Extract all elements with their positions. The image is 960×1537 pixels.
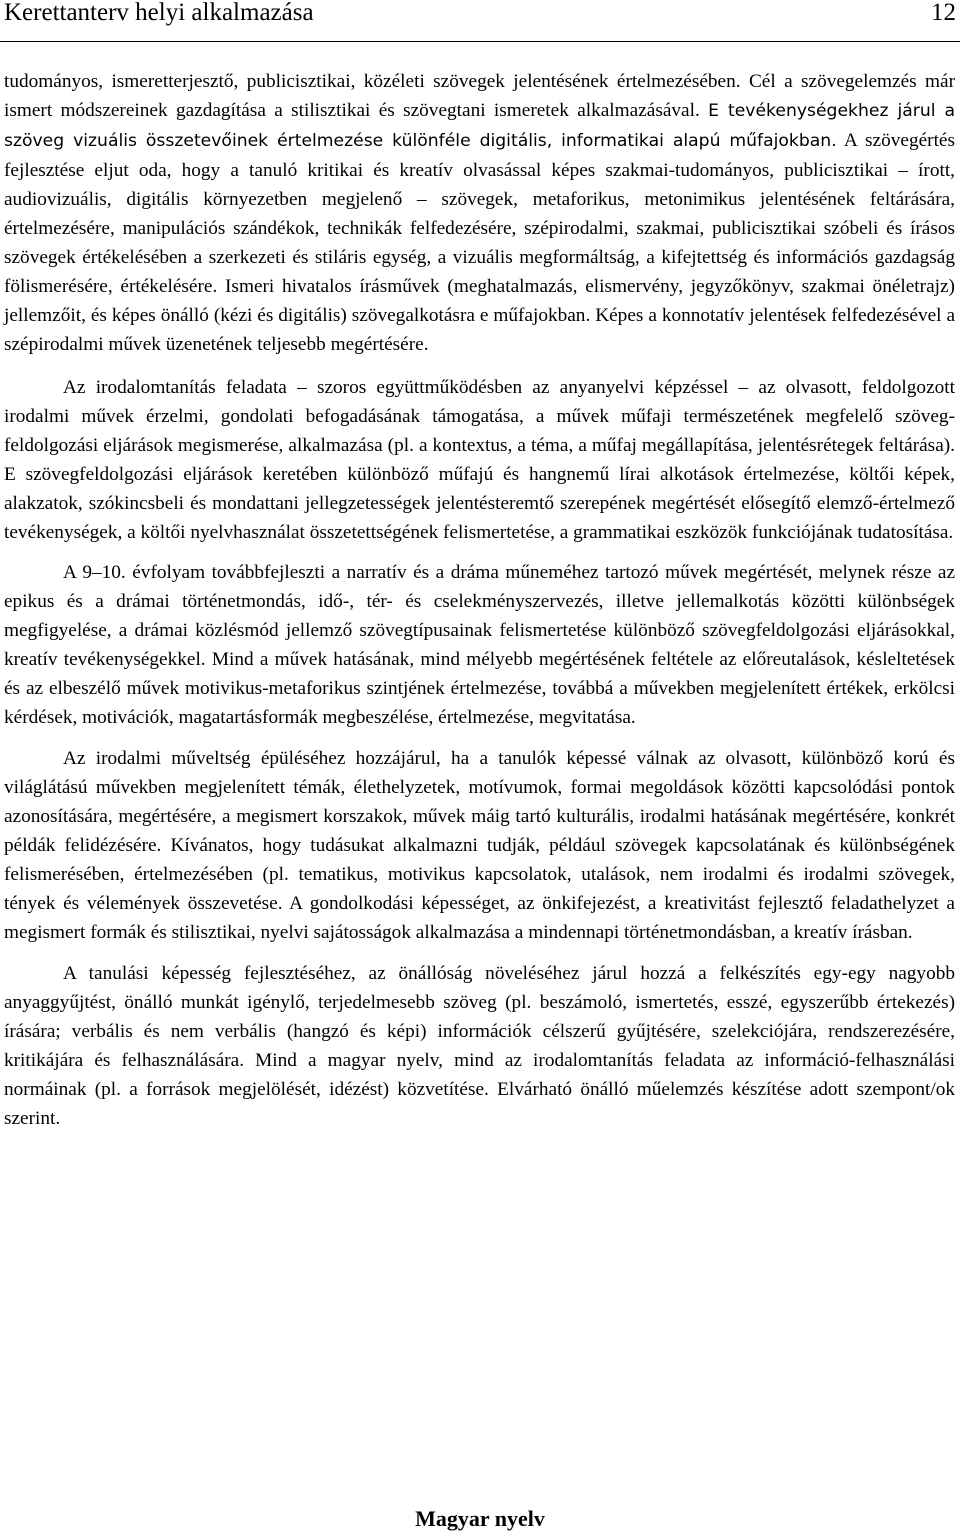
paragraph-1-part-3: A szövegértés fejlesztése eljut oda, hogy a tanuló kritikai és kreatív olvasással képes szakmai-tudományos, publicisztikai – írott, audiovizuális, digitális környezetben megjelenő – szövegek, metaforikus, metonimikus jelentésének feltárására, értelmezésére, manipulációs szándékok, technikák felfedezésére, szépirodalmi, szakmai, publicisztikai szóbeli és írásos szövegek értékelésében a szerkezeti és stiláris egység, a vizuális megformáltság, a kifejtettség és információs gazdagság fölismerésére, értékelésére. — [4, 130, 955, 297]
document-body — [4, 67, 955, 1133]
paragraph-2: Az irodalomtanítás feladata – szoros együttműködésben az anyanyelvi képzéssel – az olvasott, feldolgozott irodalmi művek érzelmi, gondolati befogadásának támogatása, a művek műfaji természetének megfelelő szöveg-feldolgozási eljárások megismerése, alkalmazása (pl. a kontextus, a téma, a műfaj megállapítása, jelentésrétegek feltárása). E szövegfeldolgozási eljárások keretében különböző műfajú és hangnemű lírai alkotások értelmezése, költői képek, alakzatok, szókincsbeli és mondattani jellegzetességek jelentésteremtő szerepének megértését elősegítő elemző-értelmező tevékenységek, a költői nyelvhasználat összetettségének felismertetése, a grammatikai eszközök funkciójának tudatosítása. — [4, 377, 955, 543]
page-footer: Magyar nyelv — [415, 1506, 545, 1531]
paragraph-1-part-1: tudományos, ismeretterjesztő, publicisztikai, közéleti szövegek jelentésének értelmezésében. Cél a szövegelemzés már ismert módszereinek gazdagítása a stilisztikai és szövegtani ismeretek alkalmazásával. — [4, 71, 955, 121]
paragraph-3: A 9–10. évfolyam továbbfejleszti a narratív és a dráma műneméhez tartozó művek megértését, melynek része az epikus és a drámai történetmondás, idő-, tér- és cselekményszervezés, illetve jellemalkotás közötti különbségek megfigyelése, a drámai közlésmód jellemző szövegtípusainak felismertetése különböző szövegfeldolgozási eljárásokkal, kreatív tevékenységekkel. Mind a művek hatásának, mind mélyebb megértésének feltétele az előreutalások, késleltetések és az elbeszélő művek motivikus-metaforikus szintjének értelmezése, továbbá a művekben megjelenített értékek, erkölcsi kérdések, motivációk, magatartásformák megbeszélése, értelmezése, megvitatása. — [4, 562, 955, 728]
document-title: Kerettanterv helyi alkalmazása — [4, 0, 314, 26]
paragraph-5: A tanulási képesség fejlesztéséhez, az önállóság növeléséhez járul hozzá a felkészítés egy-egy nagyobb anyaggyűjtést, önálló munkát igénylő, terjedelmesebb szöveg (pl. beszámoló, ismertetés, esszé, egyszerűbb értekezés) írására; verbális és nem verbális (hangzó és képi) információk célszerű gyűjtésére, szelekciójára, rendszerezésére, kritikájára és felhasználására. Mind a magyar nyelv, mind az irodalomtanítás feladata az információ-felhasználási normáinak (pl. a források megjelölését, idézést) közvetítése. Elvárható önálló műelemzés készítése adott szempont/ok szerint. — [4, 963, 955, 1129]
paragraph-1 — [4, 67, 955, 359]
paragraph-1-part-4: Ismeri hivatalos írásművek (meghatalmazás, elismervény, jegyzőkönyv, szakmai önéletrajz) jellemzőit, és képes önálló (kézi és digitális) szövegalkotásra e műfajokban. Képes a konnotatív jelentések felfedezésével a szépirodalmi művek üzenetének teljesebb megértésére. — [4, 276, 955, 355]
page-header — [0, 0, 960, 42]
paragraph-1-part-2: E tevékenységekhez járul a szöveg vizuális összetevőinek értelmezése különféle digitális, informatikai alapú műfajokban. — [4, 101, 955, 151]
page-number: 12 — [931, 0, 956, 26]
paragraph-4: Az irodalmi műveltség épüléséhez hozzájárul, ha a tanulók képessé válnak az olvasott, különböző korú és világlátású művekben megjelenített témák, élethelyzetek, motívumok, formai megoldások közötti kapcsolódási pontok azonosítására, megértésére, a megismert korszakok, művek máig tartó kulturális, irodalmi hatásának megértésére, konkrét példák felidézésére. Kívánatos, hogy tudásukat alkalmazni tudják, például szövegek kapcsolatának és különbségének felismerésében, értelmezésében (pl. tematikus, motivikus kapcsolatok, utalások, nem irodalmi és irodalmi szövegek, tények és vélemények összevetése. A gondolkodási képességet, az önkifejezést, a kreativitást fejlesztő feladathelyzet a megismert formák és stilisztikai, nyelvi sajátosságok alkalmazása a mindennapi történetmondásban, a kreatív írásban. — [4, 748, 955, 943]
